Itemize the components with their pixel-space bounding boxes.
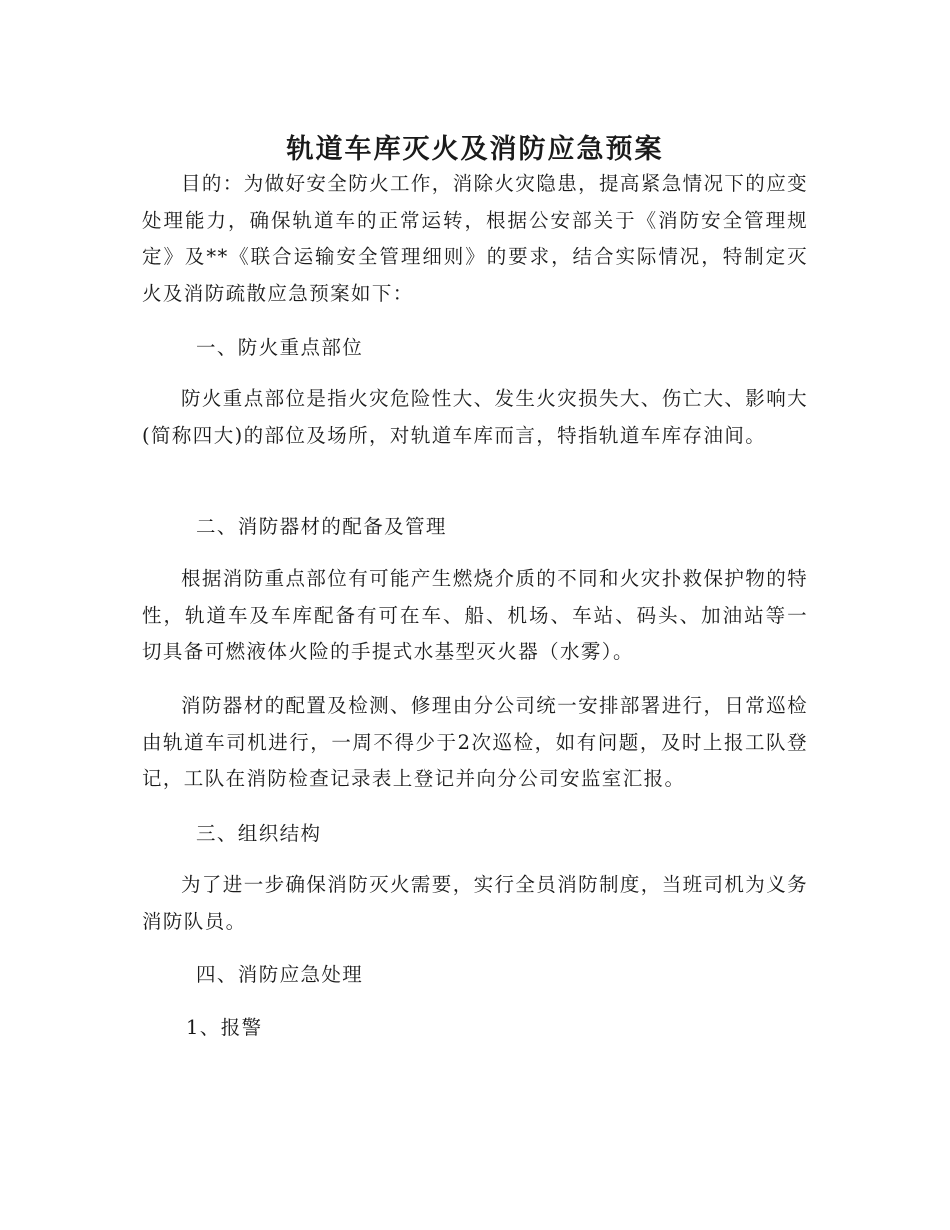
document-title: 轨道车库灭火及消防应急预案 xyxy=(286,134,664,166)
subheading-alarm: 1、报警 xyxy=(186,1016,263,1039)
section-body-key-fire-locations: 防火重点部位是指火灾危险性大、发生火灾损失大、伤亡大、影响大(简称四大)的部位及场所，对轨道车库而言，特指轨道车库存油间。 xyxy=(142,387,809,447)
section-heading-equipment: 二、消防器材的配备及管理 xyxy=(196,515,447,538)
section-heading-organization: 三、组织结构 xyxy=(196,822,322,845)
section-body-organization: 为了进一步确保消防灭火需要，实行全员消防制度，当班司机为义务消防队员。 xyxy=(142,873,809,933)
intro-paragraph: 目的：为做好安全防火工作，消除火灾隐患，提高紧急情况下的应变处理能力，确保轨道车的正常运转，根据公安部关于《消防安全管理规定》及**《联合运输安全管理细则》的要求，结合实际情况，特制定灭火及消防疏散应急预案如下： xyxy=(142,172,809,305)
section-heading-emergency: 四、消防应急处理 xyxy=(196,963,364,986)
section-heading-key-fire-locations: 一、防火重点部位 xyxy=(196,336,364,359)
section-body-equipment-config: 根据消防重点部位有可能产生燃烧介质的不同和火灾扑救保护物的特性，轨道车及车库配备有可在车、船、机场、车站、码头、加油站等一切具备可燃液体火险的手提式水基型灭火器（水雾）。 xyxy=(142,567,809,663)
section-body-equipment-inspection: 消防器材的配置及检测、修理由分公司统一安排部署进行，日常巡检由轨道车司机进行，一周不得少于2次巡检，如有问题，及时上报工队登记，工队在消防检查记录表上登记并向分公司安监室汇报。 xyxy=(142,694,809,790)
